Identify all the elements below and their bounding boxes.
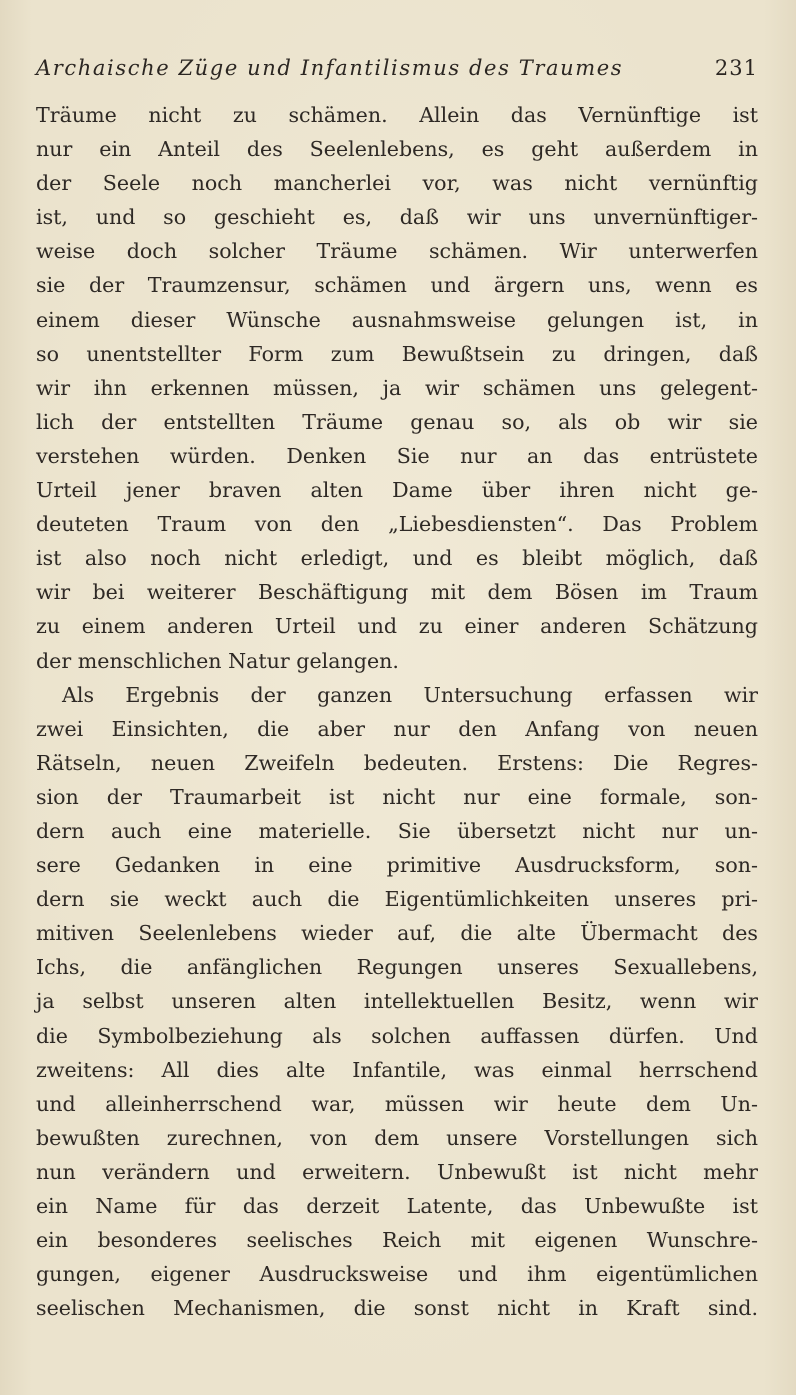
text-line: Träume nicht zu schämen. Allein das Vernünftige ist <box>36 103 758 127</box>
text-line: verstehen würden. Denken Sie nur an das entrüstete <box>36 443 758 468</box>
text-line: dern sie weckt auch die Eigentümlichkeiten unseres pri- <box>36 887 758 912</box>
text-line: zweitens: All dies alte Infantile, was einmal herrschend <box>36 1057 758 1082</box>
text-line: der Seele noch mancherlei vor, was nicht vernünftig <box>36 171 758 196</box>
text-line: nun verändern und erweitern. Unbewußt ist nicht mehr <box>36 1159 758 1184</box>
text-line: bewußten zurechnen, von dem unsere Vorstellungen sich <box>36 1125 758 1150</box>
text-line: einem dieser Wünsche ausnahmsweise gelungen ist, in <box>36 307 758 332</box>
text-line: lich der entstellten Träume genau so, als ob wir sie <box>36 409 758 434</box>
text-line: Ichs, die anfänglichen Regungen unseres Sexuallebens, <box>36 955 758 980</box>
page-number: 231 <box>714 56 758 80</box>
text-line: dern auch eine materielle. Sie übersetzt nicht nur un- <box>36 818 758 843</box>
text-line: wir ihn erkennen müssen, ja wir schämen uns gelegent- <box>36 375 758 400</box>
page-header <box>36 50 758 90</box>
text-line: ist also noch nicht erledigt, und es bleibt möglich, daß <box>36 546 758 571</box>
text-line: mitiven Seelenlebens wieder auf, die alte Übermacht des <box>36 921 758 946</box>
text-line: ja selbst unseren alten intellektuellen Besitz, wenn wir <box>36 989 758 1014</box>
text-line: und alleinherrschend war, müssen wir heute dem Un- <box>36 1091 758 1116</box>
text-line: Rätseln, neuen Zweifeln bedeuten. Erstens: Die Regres- <box>36 750 758 775</box>
text-line: sie der Traumzensur, schämen und ärgern uns, wenn es <box>36 273 758 298</box>
text-line: zu einem anderen Urteil und zu einer anderen Schätzung <box>36 614 758 639</box>
text-line: sere Gedanken in eine primitive Ausdrucksform, son- <box>36 853 758 878</box>
text-line: sion der Traumarbeit ist nicht nur eine formale, son- <box>36 784 758 809</box>
body-text <box>36 98 758 1325</box>
text-line: ein Name für das derzeit Latente, das Unbewußte ist <box>36 1194 758 1218</box>
text-line: die Symbolbeziehung als solchen auffassen dürfen. Und <box>36 1023 758 1048</box>
text-line: ist, und so geschieht es, daß wir uns unvernünftiger- <box>36 205 758 230</box>
text-line: wir bei weiterer Beschäftigung mit dem Bösen im Traum <box>36 580 758 605</box>
text-line: zwei Einsichten, die aber nur den Anfang von neuen <box>36 716 758 741</box>
text-line: Urteil jener braven alten Dame über ihren nicht ge- <box>36 478 758 503</box>
text-line: seelischen Mechanismen, die sonst nicht in Kraft sind. <box>36 1296 758 1321</box>
paragraph-start-line: Als Ergebnis der ganzen Untersuchung erfassen wir <box>62 682 758 707</box>
running-title: Archaische Züge und Infantilismus des Traumes <box>36 56 624 80</box>
paragraph-end-line: der menschlichen Natur gelangen. <box>36 648 399 673</box>
text-line: deuteten Traum von den „Liebesdiensten“. Das Problem <box>36 512 758 537</box>
text-line: so unentstellter Form zum Bewußtsein zu dringen, daß <box>36 341 758 366</box>
text-line: weise doch solcher Träume schämen. Wir unterwerfen <box>36 239 758 264</box>
text-line: gungen, eigener Ausdrucksweise und ihm eigentümlichen <box>36 1262 758 1287</box>
text-line: nur ein Anteil des Seelenlebens, es geht außerdem in <box>36 137 758 162</box>
text-line: ein besonderes seelisches Reich mit eigenen Wunschre- <box>36 1228 758 1253</box>
